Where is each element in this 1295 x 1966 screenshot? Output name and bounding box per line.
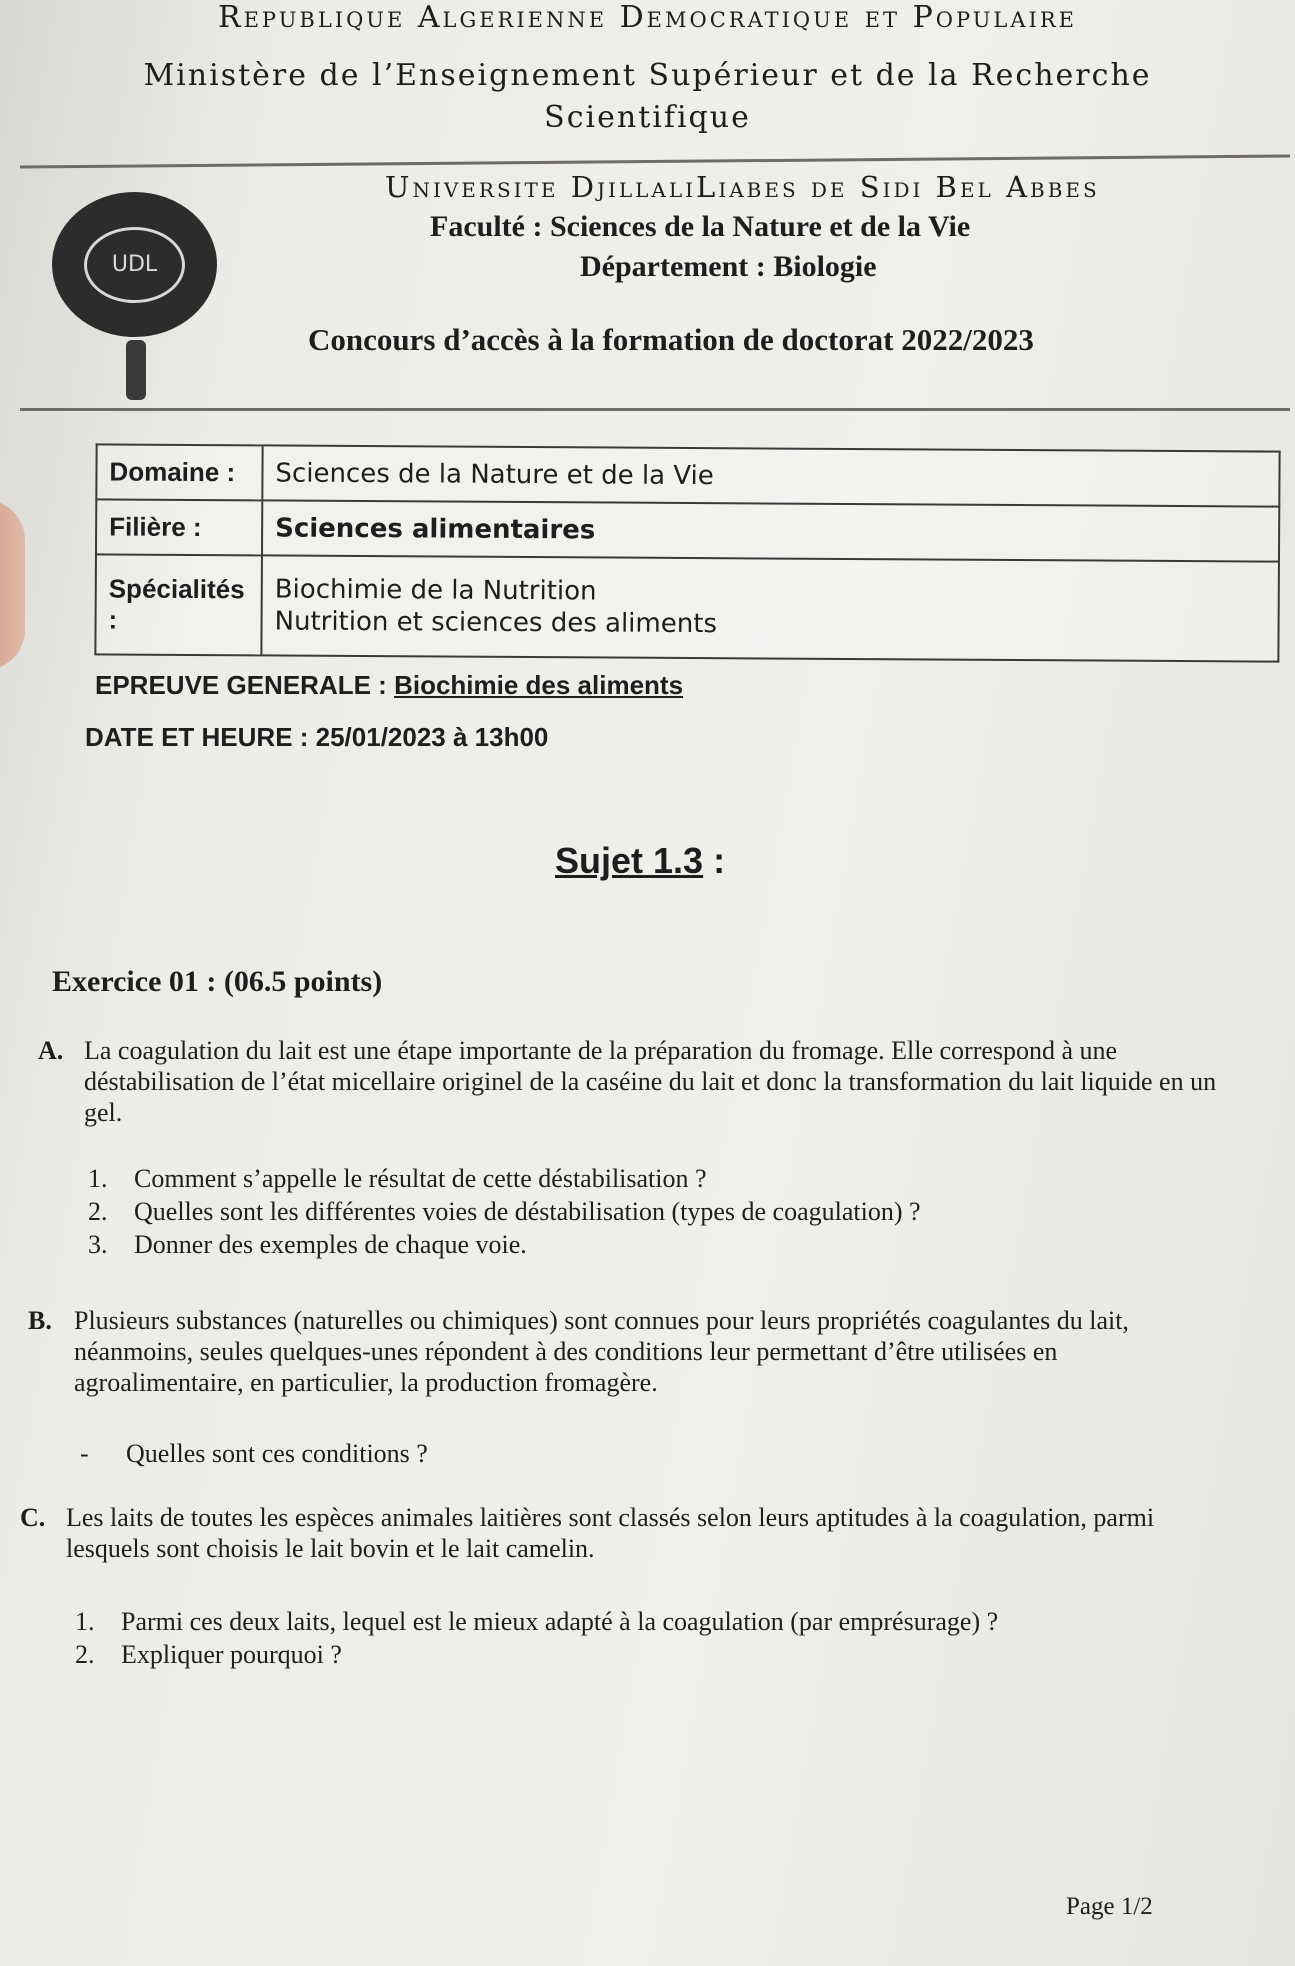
epreuve-value: Biochimie des aliments (394, 670, 684, 700)
specialites-label: Spécialités : (95, 555, 262, 656)
subject-title (555, 840, 725, 882)
domain-label: Domaine : (96, 444, 262, 500)
ministry-title-cont: Scientifique (544, 100, 751, 135)
filiere-label: Filière : (96, 500, 262, 556)
section-a-label: A. (38, 1036, 64, 1065)
section-b-questions (80, 1437, 428, 1470)
list-item: - Quelles sont ces conditions ? (80, 1439, 428, 1468)
epreuve-line (95, 670, 683, 701)
list-item: 2. Quelles sont les différentes voies de déstabilisation (types de coagulation) ? (88, 1197, 921, 1226)
table-row (96, 444, 1279, 506)
page-number: Page 1/2 (1066, 1893, 1153, 1920)
date-label: DATE ET HEURE : (85, 722, 316, 752)
specialite-2: Nutrition et sciences des aliments (274, 606, 718, 640)
list-item: 1. Comment s’appelle le résultat de cette déstabilisation ? (88, 1164, 707, 1193)
list-item: 1. Parmi ces deux laits, lequel est le mieux adapté à la coagulation (par emprésurage) ? (75, 1607, 999, 1636)
section-b-label: B. (28, 1306, 52, 1335)
header-divider-top (20, 154, 1290, 168)
finger-edge (0, 500, 25, 670)
info-table (94, 443, 1280, 662)
section-a-text: La coagulation du lait est une étape importante de la préparation du fromage. Elle correspond à une déstabilisation de l’état micellaire originel de la caséine du lait et donc la transformation du lait liquide en un gel. (84, 1036, 1217, 1127)
section-c (20, 1502, 1200, 1564)
subject-number: Sujet 1.3 (555, 840, 704, 881)
section-a (38, 1035, 1218, 1128)
table-row (96, 500, 1279, 562)
date-value: 25/01/2023 à 13h00 (315, 722, 549, 752)
republic-title: Republique Algerienne Democratique et Populaire (218, 0, 1077, 35)
table-row (95, 555, 1279, 662)
section-c-label: C. (20, 1503, 46, 1532)
faculty-name: Faculté : Sciences de la Nature et de la Vie (430, 210, 971, 243)
section-a-questions (88, 1162, 921, 1261)
ministry-title: Ministère de l’Enseignement Supérieur et de la Recherche (143, 58, 1152, 93)
domain-value: Sciences de la Nature et de la Vie (262, 445, 1279, 506)
specialite-1: Biochimie de la Nutrition (274, 574, 597, 607)
date-line (85, 722, 548, 753)
exercise-title: Exercice 01 : (06.5 points) (52, 965, 383, 998)
subject-suffix: : (703, 840, 726, 881)
section-b-text: Plusieurs substances (naturelles ou chimiques) sont connues pour leurs propriétés coagulantes du lait, néanmoins, seules quelques-unes répondent à des conditions leur permettant d’être utilisées en agroalimentaire, en particulier, la production fromagère. (74, 1306, 1129, 1397)
contest-title: Concours d’accès à la formation de doctorat 2022/2023 (308, 322, 1034, 357)
header-divider-bottom (20, 408, 1290, 411)
filiere-value: Sciences alimentaires (262, 501, 1279, 562)
epreuve-label: EPREUVE GENERALE : (95, 670, 395, 700)
specialites-value (261, 556, 1279, 662)
department-name: Département : Biologie (580, 250, 877, 283)
university-seal-icon (52, 192, 217, 337)
logo-text: UDL (84, 227, 185, 303)
list-item: 2. Expliquer pourquoi ? (75, 1640, 342, 1669)
section-c-text: Les laits de toutes les espèces animales laitières sont classés selon leurs aptitudes à la coagulation, parmi lesquels sont choisis le lait bovin et le lait camelin. (66, 1503, 1155, 1563)
list-item: 3. Donner des exemples de chaque voie. (88, 1230, 527, 1259)
university-name: Universite DjillaliLiabes de Sidi Bel Abbes (385, 170, 1100, 204)
section-b (28, 1305, 1208, 1398)
section-c-questions (75, 1605, 998, 1671)
logo-ribbon (126, 340, 146, 400)
